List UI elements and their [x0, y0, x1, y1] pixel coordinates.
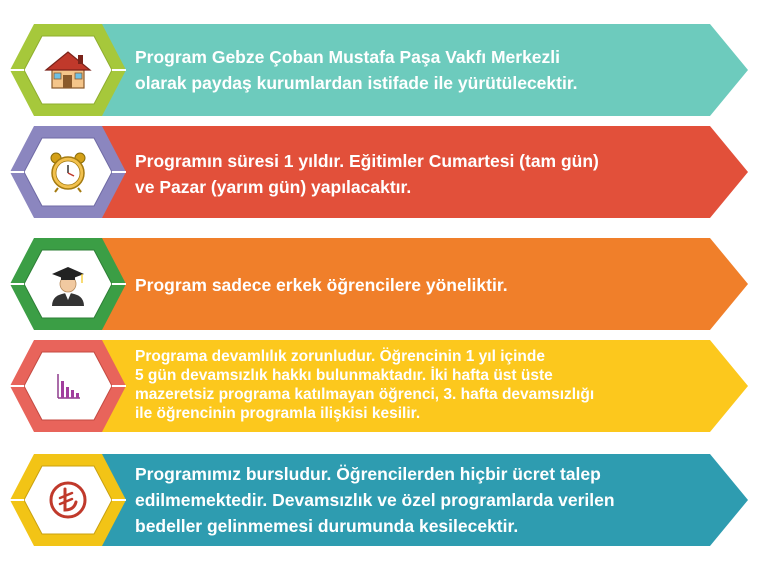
info-row-3 — [0, 238, 760, 330]
hexagon-badge-5 — [8, 454, 128, 546]
info-text-4: Programa devamlılık zorunludur. Öğrencinin 1 yıl içinde 5 gün devamsızlık hakkı bulunmaktadır. İki hafta üst üste mazeretsiz programa katılmayan öğrenci, 3. hafta devamsızlığı ile öğrencinin programla ilişkisi kesilir. — [135, 348, 595, 422]
info-row-4 — [0, 340, 760, 432]
info-text-5: Programımız bursludur. Öğrencilerden hiçbir ücret talep edilmemektedir. Devamsızlık ve özel programlarda verilen bedeller gelinmemesi durumunda kesilecektir. — [135, 464, 615, 536]
info-text-3: Program sadece erkek öğrencilere yöneliktir. — [135, 275, 508, 295]
hexagon-badge-4 — [8, 340, 128, 432]
hexagon-badge-2 — [8, 126, 128, 218]
hexagon-badge-3 — [8, 238, 128, 330]
turkish-lira-icon — [51, 483, 85, 517]
info-row-2 — [0, 126, 760, 218]
info-row-5 — [0, 454, 760, 546]
info-text-2: Programın süresi 1 yıldır. Eğitimler Cumartesi (tam gün) ve Pazar (yarım gün) yapılacaktır. — [135, 151, 599, 197]
info-row-1 — [0, 24, 760, 116]
hexagon-badge-1 — [8, 24, 128, 116]
info-text-1: Program Gebze Çoban Mustafa Paşa Vakfı Merkezli olarak paydaş kurumlardan istifade ile yürütülecektir. — [135, 47, 578, 93]
